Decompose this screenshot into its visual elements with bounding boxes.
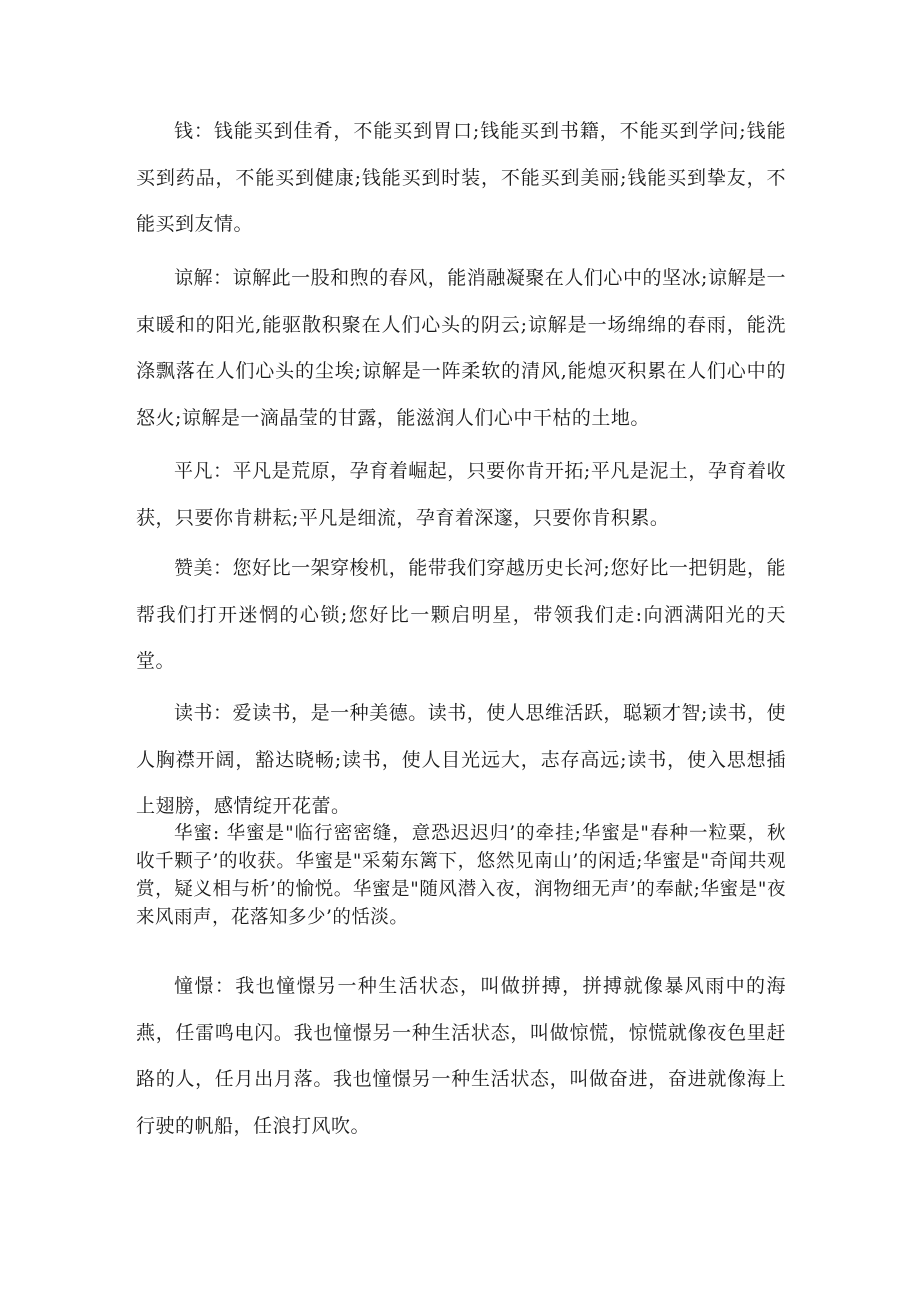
- paragraph-praise: 赞美：您好比一架穿梭机，能带我们穿越历史长河;您好比一把钥匙，能帮我们打开迷惘的心锁;您好比一颗启明星，带领我们走:向洒满阳光的天堂。: [136, 557, 786, 672]
- paragraph-longing: 憧憬：我也憧憬另一种生活状态，叫做拼搏，拼搏就像暴风雨中的海燕，任雷鸣电闪。我也憧憬另一种生活状态，叫做惊慌，惊慌就像夜色里赶路的人，任月出月落。我也憧憬另一种生活状态，叫做奋进，奋进就像海上行驶的帆船，任浪打风吹。: [136, 975, 786, 1137]
- paragraph-happiness: 华蜜: 华蜜是"临行密密缝，意恐迟迟归’的牵挂;华蜜是"春种一粒粟，秋收千颗子’的收获。华蜜是"采菊东篱下，悠然见南山’的闲适;华蜜是"奇闻共观赏，疑义相与析’的愉悦。华蜜是"随风潜入夜，润物细无声’的奉献;华蜜是"夜来风雨声，花落知多少’的恬淡。: [136, 823, 786, 928]
- paragraph-money: 钱：钱能买到佳肴，不能买到胃口;钱能买到书籍，不能买到学问;钱能买到药品，不能买到健康;钱能买到时装，不能买到美丽;钱能买到挚友，不能买到友情。: [136, 120, 786, 235]
- paragraph-reading: 读书：爱读书，是一种美德。读书，使人思维活跃，聪颖才智;读书，使人胸襟开阔，豁达晓畅;读书，使人目光远大，志存高远;读书，使入思想插上翅膀，感情绽开花蕾。: [136, 702, 786, 817]
- paragraph-understanding: 谅解：谅解此一股和煦的春风，能消融凝聚在人们心中的坚冰;谅解是一束暖和的阳光,能驱散积聚在人们心头的阴云;谅解是一场绵绵的春雨，能洗涤飘落在人们心头的尘埃;谅解是一阵柔软的清风,能熄灭积累在人们心中的怒火;谅解是一滴晶莹的甘露，能滋润人们心中干枯的土地。: [136, 267, 786, 429]
- paragraph-ordinary: 平凡：平凡是荒原，孕育着崛起，只要你肯开拓;平凡是泥土，孕育着收获，只要你肯耕耘;平凡是细流，孕育着深邃，只要你肯积累。: [136, 460, 786, 529]
